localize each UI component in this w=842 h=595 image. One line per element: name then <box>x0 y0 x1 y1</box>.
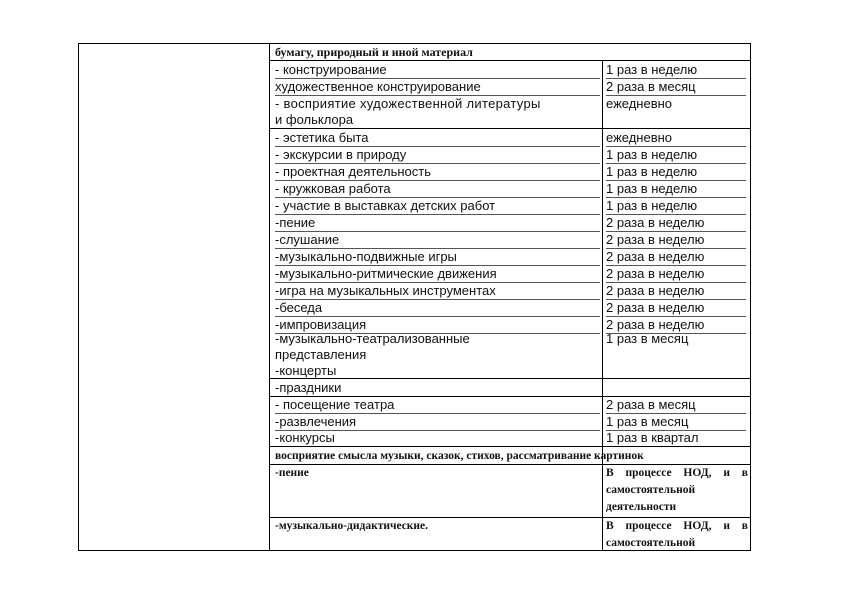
frequency-label: 2 раза в неделю <box>606 300 746 317</box>
activity-label: - участие в выставках детских работ <box>275 198 600 215</box>
frequency-label: самостоятельной <box>606 537 696 549</box>
activity-label-cont: и фольклора <box>275 112 354 127</box>
activity-label: -импровизация <box>275 317 600 334</box>
frequency-label: В процессе НОД, и в <box>606 520 748 532</box>
frequency-label: 1 раз в неделю <box>606 164 746 181</box>
frequency-label: 2 раза в неделю <box>606 283 746 300</box>
activity-label: -слушание <box>275 232 600 249</box>
row-divider <box>270 60 750 61</box>
frequency-label: 2 раза в неделю <box>606 215 746 232</box>
activity-label: -пение <box>275 215 600 232</box>
activity-label: -музыкально-подвижные игры <box>275 249 600 266</box>
frequency-label: 2 раза в неделю <box>606 232 746 249</box>
frequency-label: ежедневно <box>606 96 673 111</box>
frequency-label: 1 раз в месяц <box>606 414 746 431</box>
row-divider <box>270 128 750 129</box>
frequency-label: 2 раза в месяц <box>606 79 746 96</box>
activity-label: -праздники <box>275 380 342 395</box>
activity-label: - экскурсии в природу <box>275 147 600 164</box>
activity-label: - восприятие художественной литературы <box>275 96 541 111</box>
activity-label: художественное конструирование <box>275 79 600 96</box>
frequency-label: В процессе НОД, и в <box>606 467 748 479</box>
column-divider-left <box>269 44 270 550</box>
activity-label: -беседа <box>275 300 600 317</box>
activity-label: -развлечения <box>275 414 600 431</box>
activity-label: -музыкально-дидактические. <box>275 520 429 532</box>
section-header: бумагу, природный и иной материал <box>275 45 473 59</box>
section-header: восприятие смысла музыки, сказок, стихов, рассматривание картинок <box>275 450 644 462</box>
frequency-label: 2 раза в неделю <box>606 317 746 334</box>
frequency-label: 2 раза в неделю <box>606 266 746 283</box>
row-divider <box>270 378 750 379</box>
activity-label: - посещение театра <box>275 397 600 414</box>
activity-label: -конкурсы <box>275 430 335 445</box>
activity-label: представления <box>275 347 367 362</box>
activity-label: -музыкально-ритмические движения <box>275 266 600 283</box>
activity-label: -концерты <box>275 363 337 378</box>
column-divider-right <box>602 61 603 550</box>
activity-label: -музыкально-театрализованные <box>275 331 470 346</box>
frequency-label: 2 раза в месяц <box>606 397 746 414</box>
frequency-label: 1 раз в квартал <box>606 430 699 445</box>
frequency-label: 1 раз в неделю <box>606 198 746 215</box>
frequency-label: 1 раз в месяц <box>606 331 689 346</box>
frequency-label: 1 раз в неделю <box>606 147 746 164</box>
frequency-label: ежедневно <box>606 130 746 147</box>
activity-label: -пение <box>275 467 309 479</box>
activity-label: - эстетика быта <box>275 130 600 147</box>
frequency-label: 1 раз в неделю <box>606 62 746 79</box>
frequency-label: 1 раз в неделю <box>606 181 746 198</box>
activity-label: -игра на музыкальных инструментах <box>275 283 600 300</box>
row-divider <box>270 446 750 447</box>
frequency-label: деятельности <box>606 501 677 513</box>
frequency-label: 2 раза в неделю <box>606 249 746 266</box>
activity-label: - проектная деятельность <box>275 164 600 181</box>
activity-label: - конструирование <box>275 62 600 79</box>
activity-label: - кружковая работа <box>275 181 600 198</box>
frequency-label: самостоятельной <box>606 484 696 496</box>
program-table <box>78 43 751 551</box>
